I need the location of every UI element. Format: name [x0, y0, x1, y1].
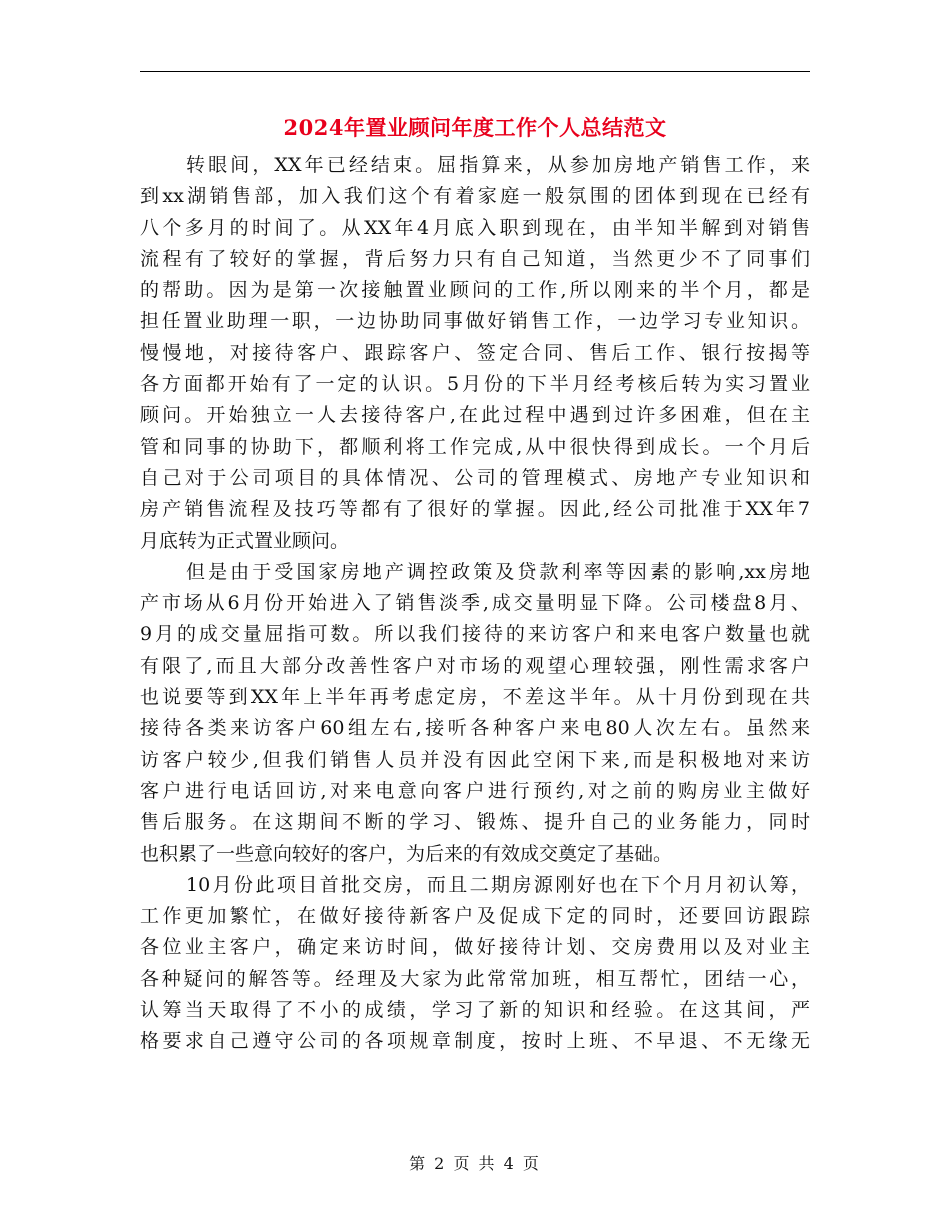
document-body — [140, 150, 810, 1058]
paragraph-line: 售后服务。在这期间不断的学习、锻炼、提升自己的业务能力，同时 — [140, 811, 810, 834]
paragraph-line: 访客户较少,但我们销售人员并没有因此空闲下来,而是积极地对来访 — [140, 748, 810, 771]
paragraph-line: 10月份此项目首批交房，而且二期房源刚好也在下个月月初认筹， — [186, 873, 810, 896]
paragraph-line: 9月的成交量屈指可数。所以我们接待的来访客户和来电客户数量也就 — [140, 623, 810, 646]
paragraph-line: 流程有了较好的掌握，背后努力只有自己知道，当然更少不了同事们 — [140, 247, 810, 270]
paragraph-line: 转眼间，XX年已经结束。屈指算来，从参加房地产销售工作，来 — [186, 154, 810, 176]
paragraph-line: 自己对于公司项目的具体情况、公司的管理模式、房地产专业知识和 — [140, 466, 810, 489]
paragraph-line: 慢慢地，对接待客户、跟踪客户、签定合同、售后工作、银行按揭等 — [140, 341, 810, 364]
paragraph-line: 客户进行电话回访,对来电意向客户进行预约,对之前的购房业主做好 — [140, 779, 810, 802]
paragraph-line: 接待各类来访客户60组左右,接听各种客户来电80人次左右。虽然来 — [140, 717, 810, 740]
paragraph-line: 的帮助。因为是第一次接触置业顾问的工作,所以刚来的半个月，都是 — [140, 279, 810, 302]
paragraph-line: 担任置业助理一职，一边协助同事做好销售工作，一边学习专业知识。 — [140, 310, 810, 333]
paragraph-line: 格要求自己遵守公司的各项规章制度，按时上班、不早退、不无缘无 — [140, 1030, 810, 1053]
paragraph-line: 各位业主客户，确定来访时间，做好接待计划、交房费用以及对业主 — [140, 936, 810, 959]
paragraph-line: 也说要等到XX年上半年再考虑定房，不差这半年。从十月份到现在共 — [140, 686, 810, 709]
paragraph-line: 但是由于受国家房地产调控政策及贷款利率等因素的影响,xx房地 — [186, 560, 810, 583]
paragraph-line: 认筹当天取得了不小的成绩，学习了新的知识和经验。在这其间，严 — [140, 999, 810, 1022]
header-rule — [140, 71, 810, 72]
document-title: 2024年置业顾问年度工作个人总结范文 — [283, 115, 667, 140]
paragraph-line: 房产销售流程及技巧等都有了很好的掌握。因此,经公司批准于XX年7 — [140, 498, 810, 521]
paragraph-line: 到xx湖销售部，加入我们这个有着家庭一般氛围的团体到现在已经有 — [140, 185, 810, 208]
paragraph-line: 各种疑问的解答等。经理及大家为此常常加班，相互帮忙，团结一心， — [140, 967, 810, 990]
paragraph-line: 顾问。开始独立一人去接待客户,在此过程中遇到过许多困难，但在主 — [140, 404, 810, 427]
paragraph-line: 有限了,而且大部分改善性客户对市场的观望心理较强，刚性需求客户 — [140, 654, 810, 677]
page-footer: 第 2 页 共 4 页 — [409, 1154, 541, 1173]
paragraph-line: 管和同事的协助下，都顺利将工作完成,从中很快得到成长。一个月后 — [140, 435, 810, 458]
paragraph-line: 月底转为正式置业顾问。 — [140, 529, 350, 552]
paragraph-line: 工作更加繁忙，在做好接待新客户及促成下定的同时，还要回访跟踪 — [140, 905, 810, 928]
paragraph-line: 也积累了一些意向较好的客户，为后来的有效成交奠定了基础。 — [140, 842, 673, 865]
paragraph-line: 产市场从6月份开始进入了销售淡季,成交量明显下降。公司楼盘8月、 — [140, 592, 810, 615]
paragraph-line: 八个多月的时间了。从XX年4月底入职到现在，由半知半解到对销售 — [140, 216, 810, 239]
paragraph-line: 各方面都开始有了一定的认识。5月份的下半月经考核后转为实习置业 — [140, 373, 810, 396]
